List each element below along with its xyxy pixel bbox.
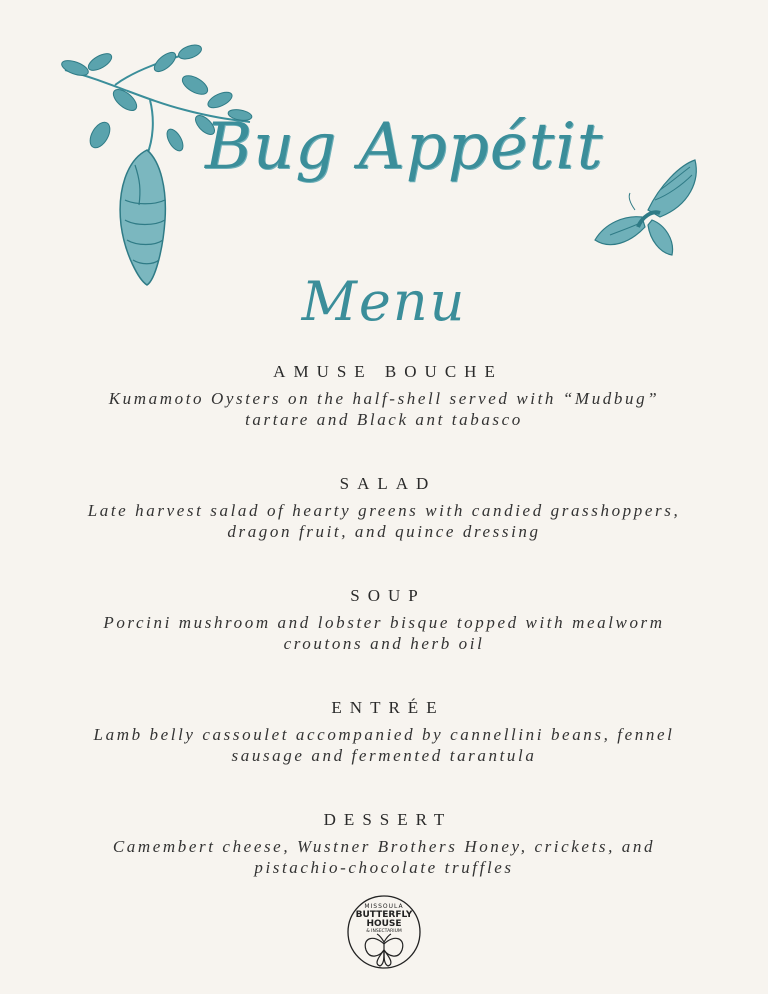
course-heading: ENTRÉE: [331, 698, 445, 717]
course-amuse-bouche: [0, 362, 768, 430]
course-description-line: croutons and herb oil: [283, 634, 485, 653]
logo-line-insectarium: & INSECTARIUM: [366, 929, 402, 934]
course-description-line: Late harvest salad of hearty greens with candied grasshoppers,: [87, 501, 681, 520]
course-description-line: Camembert cheese, Wustner Brothers Honey, crickets, and: [112, 837, 656, 856]
butterfly-house-logo: [344, 892, 424, 972]
moth-icon: [590, 155, 705, 270]
course-soup: [0, 586, 768, 654]
course-dessert: [0, 810, 768, 878]
logo-line-missoula: MISSOULA: [364, 903, 404, 910]
course-description-line: dragon fruit, and quince dressing: [227, 522, 541, 541]
course-heading: SALAD: [339, 474, 437, 493]
course-heading: AMUSE BOUCHE: [273, 362, 503, 381]
course-description-line: tartare and Black ant tabasco: [245, 410, 523, 429]
course-description-line: Lamb belly cassoulet accompanied by cannellini beans, fennel: [93, 725, 675, 744]
course-description-line: pistachio-chocolate truffles: [254, 858, 514, 877]
menu-subtitle: Menu: [301, 270, 467, 333]
course-entree: [0, 698, 768, 766]
course-list: [0, 362, 768, 878]
course-description-line: Kumamoto Oysters on the half-shell served with “Mudbug”: [108, 389, 660, 408]
course-description-line: sausage and fermented tarantula: [231, 746, 537, 765]
course-heading: DESSERT: [323, 810, 453, 829]
logo-line-house: HOUSE: [366, 919, 402, 929]
page-title: Bug Appétit: [205, 110, 604, 184]
logo-line-butterfly: BUTTERFLY: [355, 910, 413, 920]
course-heading: SOUP: [350, 586, 426, 605]
course-description-line: Porcini mushroom and lobster bisque topped with mealworm: [103, 613, 665, 632]
course-salad: [0, 474, 768, 542]
